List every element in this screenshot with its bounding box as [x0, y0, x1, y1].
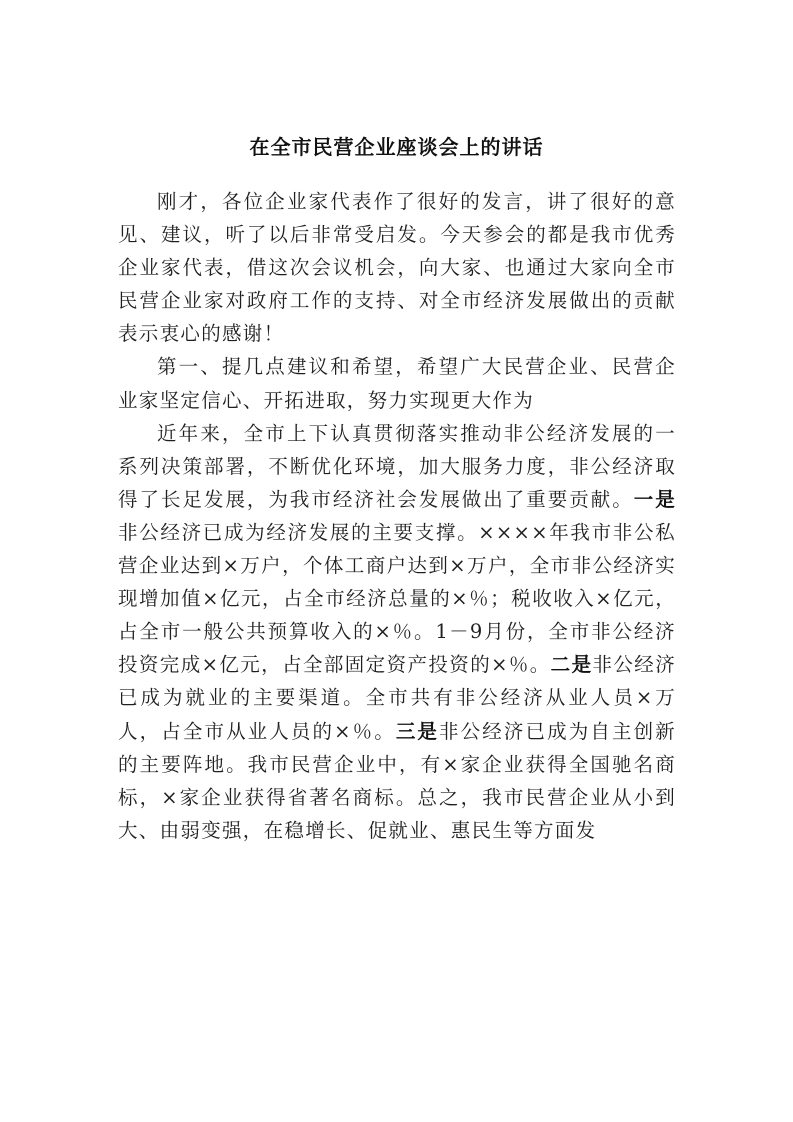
point-marker-second: 二是: [550, 653, 593, 677]
achievements-intro: 近年来，全市上下认真贯彻落实推动非公经济发展的一系列决策部署，不断优化环境，加大服务力度，非公经济取得了长足发展，为我市经济社会发展做出了重要贡献。: [118, 421, 676, 511]
paragraph-achievements: [118, 417, 676, 847]
paragraph-section-heading: 第一、提几点建议和希望，希望广大民营企业、民营企业家坚定信心、开拓进取，努力实现更大作为: [118, 355, 676, 412]
point-second: 非公经济已成为就业的主要渠道。全市共有非公经济从业人员×万人，占全市从业人员的×％。: [118, 653, 676, 743]
point-marker-third: 三是: [395, 719, 440, 743]
point-marker-first: 一是: [633, 487, 676, 511]
document-body: [118, 185, 676, 847]
point-first: 非公经济已成为经济发展的主要支撑。××××年我市非公私营企业达到×万户，个体工商户达到×万户，全市非公经济实现增加值×亿元，占全市经济总量的×％；税收收入×亿元，占全市一般公共预算收入的×％。1－9月份，全市非公经济投资完成×亿元，占全部固定资产投资的×％。: [118, 520, 676, 677]
point-third: 非公经济已成为自主创新的主要阵地。我市民营企业中，有×家企业获得全国驰名商标，×家企业获得省著名商标。总之，我市民营企业从小到大、由弱变强，在稳增长、促就业、惠民生等方面发: [118, 719, 676, 842]
document-title: 在全市民营企业座谈会上的讲话: [249, 135, 544, 159]
paragraph-opening: 刚才，各位企业家代表作了很好的发言，讲了很好的意见、建议，听了以后非常受启发。今天参会的都是我市优秀企业家代表，借这次会议机会，向大家、也通过大家向全市民营企业家对政府工作的支持、对全市经济发展做出的贡献表示衷心的感谢！: [118, 190, 676, 346]
